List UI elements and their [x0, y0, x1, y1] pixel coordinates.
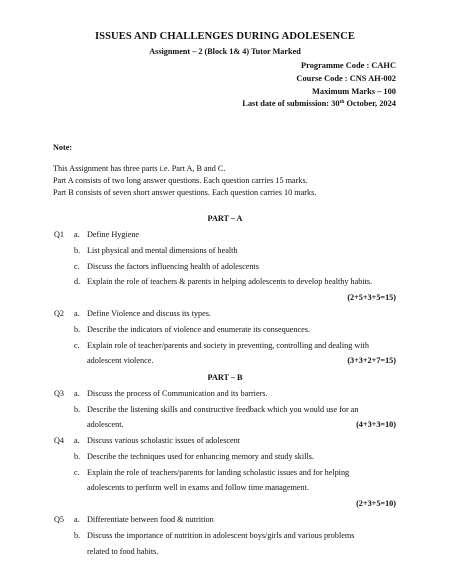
item-text: Discuss various scholastic issues of adolescent [87, 436, 241, 445]
item-letter: b. [74, 246, 81, 255]
item-text: Differentiate between food & nutrition [87, 515, 214, 524]
item-text: Describe the indicators of violence and enumerate its consequences. [87, 325, 311, 334]
item-letter: c. [74, 262, 80, 271]
item-letter: a. [74, 436, 80, 445]
part-b-heading: PART – B [207, 373, 243, 382]
item-text: Discuss the importance of nutrition in adolescent boys/girls and various problems [87, 531, 355, 540]
programme-code: Programme Code : CAHC [301, 61, 396, 70]
item-text-continued: related to food habits. [87, 547, 159, 556]
note-label: Note: [53, 143, 73, 152]
part-a-heading: PART – A [207, 214, 243, 223]
question-number: Q3 [54, 389, 65, 398]
item-text-continued: adolescent. [87, 420, 124, 429]
item-text: Discuss the process of Communication and its barriers. [87, 389, 268, 398]
question-marks: (2+5+3+5=15) [347, 293, 396, 302]
note-line: Part B consists of seven short answer questions. Each question carries 10 marks. [53, 188, 317, 197]
item-text-continued: adolescents to perform well in exams and follow time management. [87, 483, 309, 492]
item-letter: b. [74, 531, 81, 540]
question-number: Q2 [54, 309, 65, 318]
item-text: Describe the techniques used for enhancing memory and study skills. [87, 452, 314, 461]
item-text: Explain the role of teachers & parents in helping adolescents to develop healthy habits. [87, 277, 373, 286]
last-date-suffix: October, 2024 [344, 99, 396, 108]
note-line: This Assignment has three parts i.e. Part A, B and C. [53, 164, 226, 173]
item-text: List physical and mental dimensions of health [87, 246, 238, 255]
item-text: Explain the role of teachers/parents for landing scholastic issues and for helping [87, 468, 350, 477]
last-date [242, 99, 396, 108]
question-number: Q4 [54, 436, 65, 445]
assignment-subtitle: Assignment – 2 (Block 1& 4) Tutor Marked [149, 47, 301, 56]
item-letter: b. [74, 325, 81, 334]
question-number: Q5 [54, 515, 65, 524]
question-number: Q1 [54, 230, 65, 239]
item-letter: a. [74, 515, 80, 524]
last-date-prefix: Last date of submission: 30 [242, 99, 340, 108]
last-date-sup: th [339, 99, 345, 105]
question-marks: (2+3+5=10) [356, 499, 396, 508]
max-marks: Maximum Marks – 100 [312, 87, 396, 96]
item-letter: c. [74, 468, 80, 477]
question-marks: (3+3+2+7=15) [347, 356, 396, 365]
item-text: Define Violence and discuss its types. [87, 309, 211, 318]
item-letter: b. [74, 452, 81, 461]
item-letter: c. [74, 341, 80, 350]
item-letter: a. [74, 309, 80, 318]
item-text-continued: adolescent violence. [87, 356, 154, 365]
document-title: ISSUES AND CHALLENGES DURING ADOLESENCE [94, 31, 356, 42]
item-text: Define Hygiene [87, 230, 140, 239]
item-letter: a. [74, 389, 80, 398]
item-letter: a. [74, 230, 80, 239]
item-text: Explain role of teacher/parents and society in preventing, controlling and dealing with [87, 341, 369, 350]
note-line: Part A consists of two long answer questions. Each question carries 15 marks. [53, 176, 308, 185]
item-text: Discuss the factors influencing health of adolescents [87, 262, 259, 271]
question-marks: (4+3+3=10) [356, 420, 396, 429]
course-code: Course Code : CNS AH-002 [296, 74, 396, 83]
item-letter: b. [74, 405, 81, 414]
item-letter: d. [74, 277, 81, 286]
item-text: Describe the listening skills and constructive feedback which you would use for an [87, 405, 359, 414]
